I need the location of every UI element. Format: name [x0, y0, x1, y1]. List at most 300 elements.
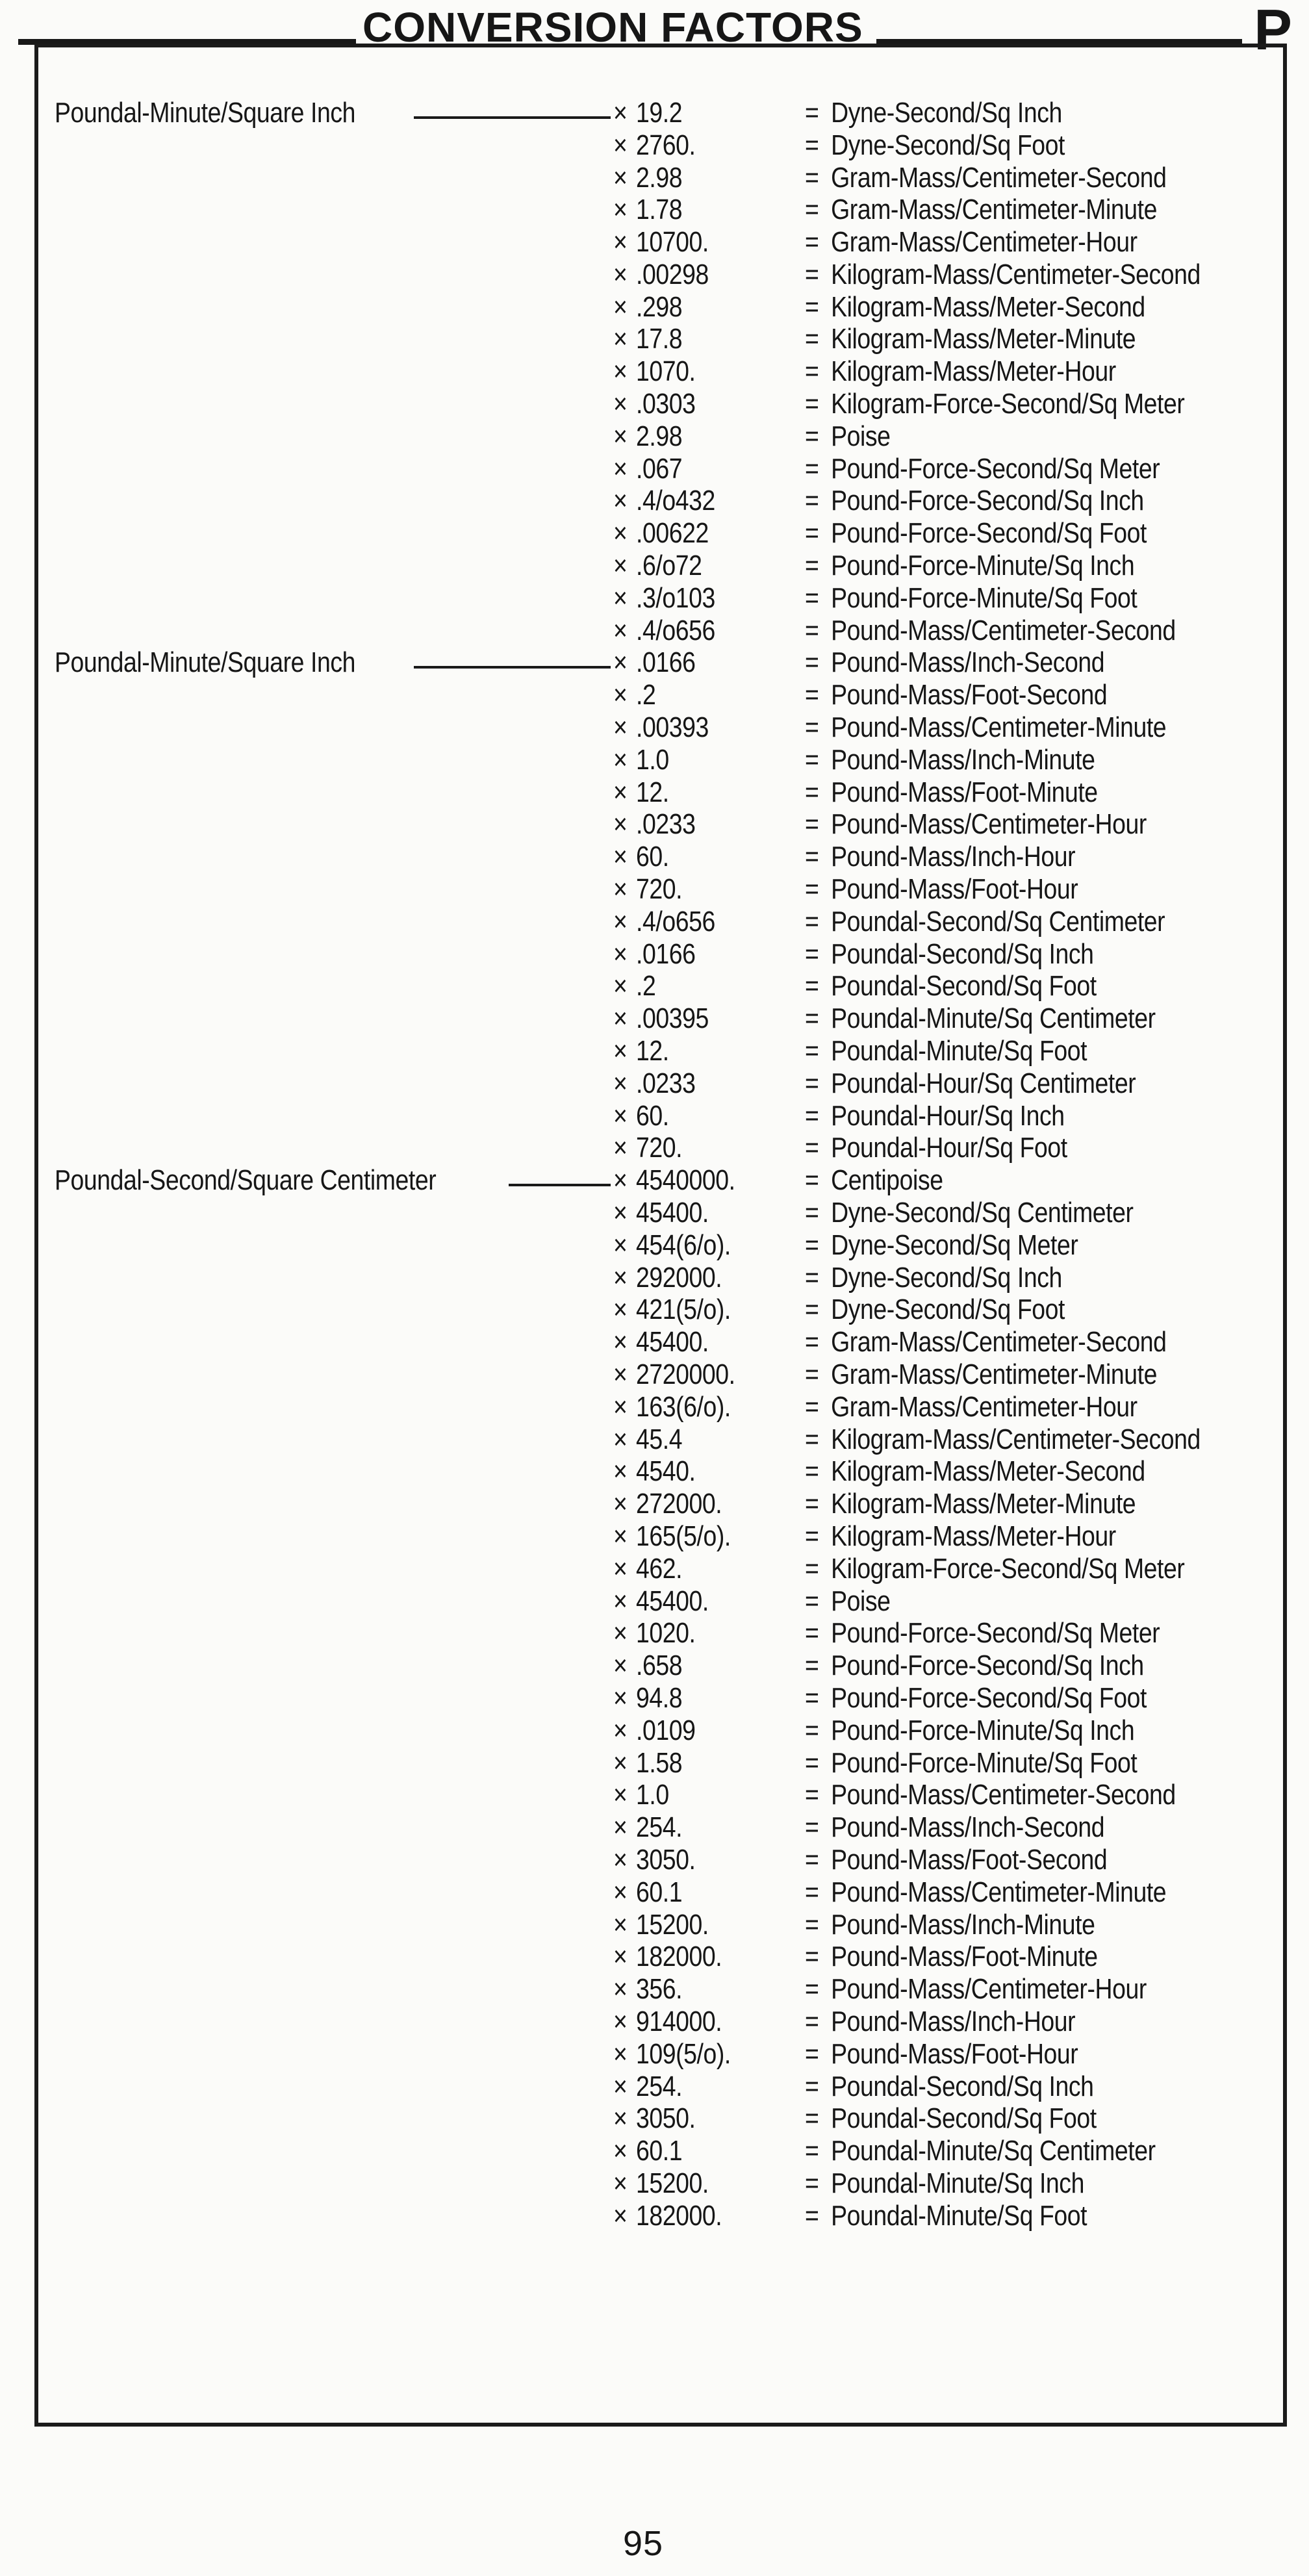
factor-expression	[613, 1423, 682, 1456]
equals-sign: =	[805, 2037, 819, 2070]
result-cell	[805, 938, 1271, 971]
factor-value: .3/o103	[636, 581, 715, 614]
result-expression	[805, 1973, 1147, 2006]
conversion-row	[55, 453, 1271, 485]
conversion-row	[55, 1715, 1271, 1747]
result-unit: Dyne-Second/Sq Inch	[831, 96, 1062, 129]
result-expression	[805, 2135, 1156, 2167]
factor-expression	[613, 194, 682, 226]
result-expression	[805, 420, 891, 453]
result-expression	[805, 162, 1167, 194]
result-expression	[805, 1100, 1065, 1132]
equals-sign: =	[805, 2167, 819, 2199]
result-expression	[805, 1715, 1134, 1747]
result-expression	[805, 388, 1184, 420]
factor-value: 2720000.	[636, 1358, 735, 1390]
factor-expression	[613, 1132, 682, 1164]
factor-expression	[613, 1811, 682, 1844]
conversion-row	[55, 1067, 1271, 1100]
result-expression	[805, 808, 1147, 841]
conversion-row	[55, 355, 1271, 388]
result-expression	[805, 2038, 1078, 2071]
result-expression	[805, 1358, 1157, 1391]
equals-sign: =	[805, 1132, 819, 1164]
result-expression	[805, 679, 1107, 711]
factor-cell	[613, 970, 805, 1002]
factor-expression	[613, 1747, 682, 1779]
factor-cell	[613, 744, 805, 776]
factor-expression	[613, 1358, 735, 1391]
factor-expression	[613, 1909, 709, 1941]
factor-cell	[613, 873, 805, 906]
factor-value: 60.	[636, 841, 669, 873]
multiply-sign: ×	[613, 323, 628, 355]
result-expression	[805, 711, 1166, 744]
multiply-sign: ×	[613, 517, 628, 550]
equals-sign: =	[805, 1294, 819, 1326]
factor-value: 15200.	[636, 1908, 709, 1941]
result-unit: Kilogram-Mass/Meter-Minute	[831, 323, 1136, 355]
multiply-sign: ×	[613, 581, 628, 614]
result-unit: Pound-Mass/Foot-Minute	[831, 776, 1098, 808]
factor-value: 4540.	[636, 1455, 696, 1488]
factor-value: .067	[636, 452, 683, 485]
factor-value: 3050.	[636, 2102, 696, 2135]
factor-cell	[613, 646, 805, 679]
result-unit: Kilogram-Mass/Meter-Hour	[831, 1520, 1116, 1552]
result-unit: Pound-Mass/Inch-Hour	[831, 2005, 1076, 2037]
factor-cell	[613, 1585, 805, 1618]
result-cell	[805, 1229, 1271, 1262]
result-expression	[805, 517, 1147, 550]
factor-value: 454(6/o).	[636, 1229, 731, 1261]
result-cell	[805, 1520, 1271, 1553]
result-expression	[805, 1941, 1098, 1973]
multiply-sign: ×	[613, 679, 628, 711]
result-expression	[805, 485, 1144, 517]
result-cell	[805, 1811, 1271, 1844]
factor-value: 12.	[636, 1035, 669, 1067]
factor-cell	[613, 1650, 805, 1682]
factor-expression	[613, 1164, 735, 1197]
equals-sign: =	[805, 2199, 819, 2232]
factor-value: 45400.	[636, 1197, 709, 1229]
row-label: Poundal-Second/Square Centimeter	[55, 1164, 437, 1197]
multiply-sign: ×	[613, 2037, 628, 2070]
multiply-sign: ×	[613, 1876, 628, 1908]
equals-sign: =	[805, 970, 819, 1002]
factor-cell	[613, 1715, 805, 1747]
factor-value: 1.78	[636, 194, 683, 226]
factor-expression	[613, 453, 682, 485]
result-unit: Dyne-Second/Sq Meter	[831, 1229, 1078, 1261]
equals-sign: =	[805, 2005, 819, 2037]
result-unit: Poundal-Minute/Sq Foot	[831, 2199, 1087, 2232]
result-unit: Gram-Mass/Centimeter-Second	[831, 161, 1167, 194]
factor-value: 45.4	[636, 1423, 683, 1455]
factor-cell	[613, 2200, 805, 2232]
factor-value: 462.	[636, 1552, 683, 1585]
equals-sign: =	[805, 2070, 819, 2102]
factor-value: 2.98	[636, 161, 683, 194]
conversion-row	[55, 420, 1271, 453]
equals-sign: =	[805, 679, 819, 711]
factor-expression	[613, 259, 709, 291]
conversion-row	[55, 873, 1271, 906]
multiply-sign: ×	[613, 96, 628, 129]
factor-cell	[613, 1779, 805, 1811]
factor-expression	[613, 2038, 731, 2071]
factor-value: 1.0	[636, 743, 669, 776]
conversion-table	[38, 47, 1283, 2232]
section-tab-letter: P	[1254, 0, 1292, 62]
result-expression	[805, 1909, 1095, 1941]
result-unit: Pound-Mass/Foot-Hour	[831, 873, 1078, 906]
factor-value: .4/o656	[636, 614, 715, 646]
result-cell	[805, 1617, 1271, 1650]
result-expression	[805, 744, 1095, 776]
conversion-row	[55, 1262, 1271, 1294]
equals-sign: =	[805, 129, 819, 161]
result-unit: Pound-Force-Second/Sq Foot	[831, 517, 1147, 550]
result-unit: Gram-Mass/Centimeter-Hour	[831, 226, 1137, 259]
result-unit: Dyne-Second/Sq Inch	[831, 1261, 1062, 1294]
result-cell	[805, 2200, 1271, 2232]
conversion-row	[55, 1132, 1271, 1165]
result-unit: Pound-Mass/Inch-Second	[831, 646, 1105, 679]
multiply-sign: ×	[613, 1358, 628, 1390]
result-expression	[805, 646, 1104, 679]
multiply-sign: ×	[613, 2102, 628, 2135]
factor-value: 109(5/o).	[636, 2037, 731, 2070]
conversion-row	[55, 1747, 1271, 1779]
factor-cell	[613, 1326, 805, 1358]
result-expression	[805, 938, 1094, 971]
equals-sign: =	[805, 485, 819, 517]
row-label: Poundal-Minute/Square Inch	[55, 646, 355, 679]
multiply-sign: ×	[613, 1552, 628, 1585]
result-cell	[805, 259, 1271, 291]
multiply-sign: ×	[613, 1488, 628, 1520]
result-unit: Pound-Mass/Centimeter-Minute	[831, 711, 1167, 744]
result-unit: Pound-Force-Minute/Sq Foot	[831, 1746, 1137, 1779]
result-cell	[805, 679, 1271, 711]
conversion-row	[55, 226, 1271, 259]
factor-value: 1.58	[636, 1746, 683, 1779]
multiply-sign: ×	[613, 1132, 628, 1164]
result-unit: Pound-Mass/Centimeter-Second	[831, 1779, 1176, 1811]
result-unit: Pound-Force-Second/Sq Meter	[831, 452, 1160, 485]
conversion-row	[55, 1811, 1271, 1844]
factor-value: 914000.	[636, 2005, 722, 2037]
multiply-sign: ×	[613, 485, 628, 517]
result-unit: Gram-Mass/Centimeter-Second	[831, 1326, 1167, 1358]
result-cell	[805, 291, 1271, 324]
factor-value: 272000.	[636, 1488, 722, 1520]
factor-value: 17.8	[636, 323, 683, 355]
result-expression	[805, 970, 1097, 1002]
result-cell	[805, 970, 1271, 1002]
equals-sign: =	[805, 452, 819, 485]
factor-expression	[613, 1326, 709, 1358]
conversion-row	[55, 2102, 1271, 2135]
result-unit: Kilogram-Mass/Meter-Minute	[831, 1488, 1136, 1520]
factor-value: 3050.	[636, 1843, 696, 1876]
result-cell	[805, 97, 1271, 129]
factor-value: .0166	[636, 646, 696, 679]
equals-sign: =	[805, 1552, 819, 1585]
multiply-sign: ×	[613, 1908, 628, 1941]
conversion-row	[55, 744, 1271, 776]
result-expression	[805, 615, 1176, 647]
result-cell	[805, 2038, 1271, 2071]
factor-expression	[613, 646, 695, 679]
result-cell	[805, 420, 1271, 453]
factor-cell	[613, 2038, 805, 2071]
multiply-sign: ×	[613, 1617, 628, 1650]
result-unit: Pound-Mass/Foot-Second	[831, 679, 1108, 711]
content-box	[34, 44, 1287, 2427]
result-unit: Pound-Mass/Inch-Second	[831, 1811, 1105, 1844]
result-cell	[805, 1358, 1271, 1391]
conversion-row	[55, 2038, 1271, 2071]
equals-sign: =	[805, 776, 819, 808]
equals-sign: =	[805, 1455, 819, 1488]
multiply-sign: ×	[613, 646, 628, 679]
result-cell	[805, 1035, 1271, 1067]
factor-cell	[613, 1973, 805, 2006]
factor-expression	[613, 1067, 695, 1100]
result-unit: Kilogram-Mass/Centimeter-Second	[831, 258, 1201, 290]
result-expression	[805, 97, 1062, 129]
factor-cell	[613, 1002, 805, 1035]
factor-cell	[613, 1423, 805, 1456]
result-cell	[805, 1553, 1271, 1585]
conversion-row	[55, 1423, 1271, 1456]
result-cell	[805, 129, 1271, 162]
factor-expression	[613, 906, 715, 938]
factor-value: .0109	[636, 1714, 696, 1746]
result-cell	[805, 194, 1271, 226]
result-cell	[805, 1779, 1271, 1811]
conversion-row	[55, 776, 1271, 809]
conversion-row	[55, 1229, 1271, 1262]
factor-cell	[613, 1067, 805, 1100]
factor-cell	[613, 1294, 805, 1326]
factor-expression	[613, 2102, 695, 2135]
multiply-sign: ×	[613, 905, 628, 937]
result-expression	[805, 1553, 1184, 1585]
result-unit: Pound-Force-Minute/Sq Foot	[831, 581, 1137, 614]
conversion-row	[55, 1553, 1271, 1585]
factor-expression	[613, 970, 655, 1002]
result-cell	[805, 1423, 1271, 1456]
multiply-sign: ×	[613, 1164, 628, 1197]
equals-sign: =	[805, 711, 819, 744]
factor-cell	[613, 453, 805, 485]
factor-expression	[613, 291, 682, 324]
conversion-row	[55, 1488, 1271, 1520]
factor-expression	[613, 1100, 669, 1132]
equals-sign: =	[805, 1067, 819, 1099]
multiply-sign: ×	[613, 1294, 628, 1326]
conversion-row	[55, 517, 1271, 550]
factor-cell	[613, 1553, 805, 1585]
factor-cell	[613, 615, 805, 647]
equals-sign: =	[805, 1843, 819, 1876]
conversion-row	[55, 291, 1271, 324]
result-cell	[805, 1682, 1271, 1715]
page-number: 95	[622, 2524, 664, 2563]
row-label: Poundal-Minute/Square Inch	[55, 96, 355, 129]
factor-expression	[613, 355, 695, 388]
factor-cell	[613, 550, 805, 582]
multiply-sign: ×	[613, 1067, 628, 1099]
factor-value: 1070.	[636, 355, 696, 388]
factor-expression	[613, 162, 682, 194]
multiply-sign: ×	[613, 388, 628, 420]
multiply-sign: ×	[613, 1229, 628, 1261]
conversion-row	[55, 2071, 1271, 2103]
result-unit: Poundal-Second/Sq Foot	[831, 2102, 1097, 2135]
result-cell	[805, 550, 1271, 582]
multiply-sign: ×	[613, 1843, 628, 1876]
factor-value: .6/o72	[636, 550, 702, 582]
multiply-sign: ×	[613, 452, 628, 485]
factor-expression	[613, 226, 709, 259]
conversion-row	[55, 906, 1271, 938]
conversion-row	[55, 971, 1271, 1003]
factor-cell	[613, 1391, 805, 1423]
factor-expression	[613, 1488, 722, 1520]
factor-expression	[613, 2200, 722, 2232]
result-unit: Kilogram-Mass/Meter-Second	[831, 290, 1145, 323]
conversion-row	[55, 1973, 1271, 2006]
result-cell	[805, 582, 1271, 615]
result-unit: Dyne-Second/Sq Foot	[831, 129, 1065, 161]
factor-cell	[613, 194, 805, 226]
result-expression	[805, 873, 1078, 906]
conversion-row	[55, 1909, 1271, 1941]
equals-sign: =	[805, 743, 819, 776]
conversion-row	[55, 1650, 1271, 1682]
conversion-row	[55, 809, 1271, 841]
factor-value: 4540000.	[636, 1164, 735, 1197]
factor-value: .0233	[636, 1067, 696, 1099]
factor-expression	[613, 1002, 709, 1035]
conversion-row	[55, 1326, 1271, 1358]
factor-expression	[613, 1585, 709, 1618]
conversion-row	[55, 647, 1271, 680]
factor-expression	[613, 1715, 695, 1747]
factor-cell	[613, 1488, 805, 1520]
factor-value: 720.	[636, 873, 683, 906]
factor-value: .658	[636, 1650, 683, 1682]
result-unit: Pound-Mass/Centimeter-Hour	[831, 1973, 1147, 2006]
result-unit: Poundal-Hour/Sq Inch	[831, 1099, 1065, 1132]
result-expression	[805, 226, 1137, 259]
conversion-row	[55, 2006, 1271, 2038]
factor-value: 421(5/o).	[636, 1294, 731, 1326]
multiply-sign: ×	[613, 550, 628, 582]
factor-cell	[613, 1617, 805, 1650]
equals-sign: =	[805, 2135, 819, 2167]
result-cell	[805, 1262, 1271, 1294]
factor-expression	[613, 1973, 682, 2006]
row-label-cell	[55, 646, 613, 679]
factor-value: .298	[636, 290, 683, 323]
conversion-row	[55, 1100, 1271, 1132]
factor-expression	[613, 1520, 731, 1553]
result-expression	[805, 841, 1075, 873]
factor-cell	[613, 2006, 805, 2038]
conversion-row	[55, 324, 1271, 356]
equals-sign: =	[805, 226, 819, 259]
result-unit: Pound-Mass/Inch-Hour	[831, 841, 1076, 873]
factor-expression	[613, 1455, 695, 1488]
result-expression	[805, 1423, 1201, 1456]
conversion-row	[55, 485, 1271, 518]
factor-expression	[613, 517, 709, 550]
factor-cell	[613, 1164, 805, 1197]
factor-value: 1020.	[636, 1617, 696, 1650]
result-unit: Poise	[831, 1585, 891, 1617]
equals-sign: =	[805, 1423, 819, 1455]
factor-value: .2	[636, 679, 656, 711]
conversion-row	[55, 194, 1271, 226]
equals-sign: =	[805, 1164, 819, 1197]
result-unit: Dyne-Second/Sq Foot	[831, 1294, 1065, 1326]
multiply-sign: ×	[613, 1650, 628, 1682]
multiply-sign: ×	[613, 2070, 628, 2102]
result-unit: Poise	[831, 420, 891, 452]
multiply-sign: ×	[613, 1261, 628, 1294]
result-cell	[805, 2102, 1271, 2135]
conversion-row	[55, 1617, 1271, 1650]
factor-expression	[613, 1262, 722, 1294]
result-unit: Poundal-Second/Sq Inch	[831, 2070, 1094, 2102]
multiply-sign: ×	[613, 970, 628, 1002]
conversion-row	[55, 1585, 1271, 1618]
factor-expression	[613, 1941, 722, 1973]
multiply-sign: ×	[613, 258, 628, 290]
factor-value: 163(6/o).	[636, 1390, 731, 1423]
result-unit: Pound-Mass/Inch-Minute	[831, 1908, 1095, 1941]
factor-expression	[613, 1553, 682, 1585]
conversion-row	[55, 550, 1271, 582]
factor-value: .0233	[636, 808, 696, 841]
factor-expression	[613, 323, 682, 355]
result-unit: Pound-Mass/Foot-Second	[831, 1843, 1108, 1876]
result-unit: Kilogram-Mass/Centimeter-Second	[831, 1423, 1201, 1455]
factor-cell	[613, 1682, 805, 1715]
result-cell	[805, 1747, 1271, 1779]
result-cell	[805, 355, 1271, 388]
equals-sign: =	[805, 258, 819, 290]
conversion-row	[55, 1358, 1271, 1391]
multiply-sign: ×	[613, 808, 628, 841]
result-cell	[805, 1650, 1271, 1682]
factor-expression	[613, 1197, 709, 1229]
result-expression	[805, 1164, 943, 1197]
factor-value: 720.	[636, 1132, 683, 1164]
result-expression	[805, 776, 1098, 809]
factor-expression	[613, 2006, 722, 2038]
factor-expression	[613, 2071, 682, 2103]
result-expression	[805, 323, 1136, 355]
factor-value: .00298	[636, 258, 709, 290]
factor-expression	[613, 679, 655, 711]
